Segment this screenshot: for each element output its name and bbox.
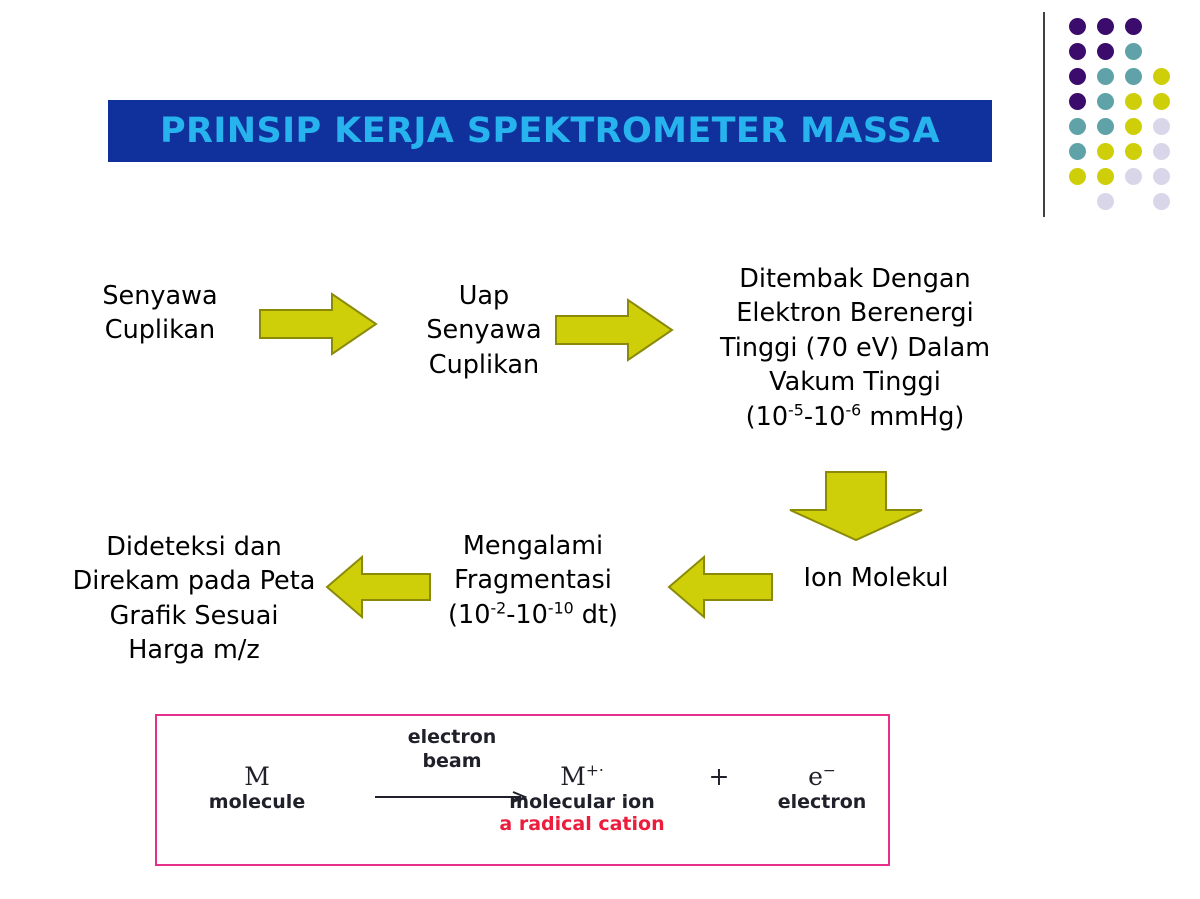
flow-node-ditembak-elektron — [700, 262, 1010, 434]
decorative-dot — [1125, 93, 1142, 110]
flow-node-line: Elektron Berenergi — [736, 298, 974, 329]
arrow-right-icon — [258, 290, 378, 362]
decorative-dot — [1153, 143, 1170, 160]
decorative-dot — [1153, 68, 1170, 85]
electron-caption: electron — [777, 791, 867, 813]
decorative-dot — [1097, 43, 1114, 60]
plus-sign — [697, 762, 741, 791]
molecular-ion-symbol — [487, 762, 677, 791]
flow-node-dideteksi-direkam — [48, 530, 340, 668]
flow-node-senyawa-cuplikan — [72, 279, 248, 348]
flow-node-line: Vakum Tinggi — [769, 367, 941, 398]
time-exp-1: -2 — [490, 598, 507, 618]
flow-node-line: Dideteksi dan — [106, 532, 282, 562]
electron-symbol — [757, 762, 887, 791]
pressure-suffix: mmHg) — [861, 401, 965, 432]
decorative-dot — [1125, 68, 1142, 85]
pressure-mid: -10 — [803, 401, 846, 432]
decorative-dot — [1097, 143, 1114, 160]
vertical-rule — [1043, 12, 1045, 217]
decorative-dot — [1097, 68, 1114, 85]
flow-node-line: Uap — [458, 281, 510, 311]
electron-beam-label-line2: beam — [422, 749, 482, 772]
decorative-dot — [1097, 168, 1114, 185]
flow-node-line-time — [420, 598, 646, 632]
flow-node-line: Harga m/z — [128, 635, 260, 666]
flow-node-line: Mengalami — [462, 531, 604, 561]
reactant-molecule — [197, 762, 317, 813]
electron-charge: − — [822, 761, 836, 780]
flow-node-line: Cuplikan — [104, 315, 216, 346]
flow-node-line: Cuplikan — [428, 349, 540, 380]
molecule-caption: molecule — [208, 791, 306, 813]
pressure-exp-1: -5 — [788, 400, 804, 420]
reaction-equation-box — [155, 714, 890, 866]
pressure-exp-2: -6 — [845, 400, 862, 420]
product-molecular-ion — [487, 762, 677, 835]
flow-node-line: Ion Molekul — [803, 563, 949, 593]
electron-beam-label-line1: electron — [407, 726, 497, 748]
time-mid: -10 — [506, 599, 548, 630]
decorative-dot — [1153, 193, 1170, 210]
decorative-dot — [1069, 168, 1086, 185]
decorative-dot — [1097, 93, 1114, 110]
decorative-dot — [1125, 143, 1142, 160]
arrow-right-icon — [554, 296, 674, 368]
pressure-prefix: (10 — [745, 401, 789, 432]
time-exp-2: -10 — [547, 598, 574, 618]
decorative-dot — [1069, 143, 1086, 160]
decorative-dot — [1069, 93, 1086, 110]
decorative-dot — [1153, 93, 1170, 110]
radical-cation-caption: a radical cation — [499, 813, 665, 835]
page-title: PRINSIP KERJA SPEKTROMETER MASSA — [159, 111, 941, 151]
molecular-ion-letter: M — [560, 762, 586, 791]
time-prefix: (10 — [448, 599, 491, 630]
flow-node-line: Senyawa — [426, 315, 542, 346]
flow-node-line: Direkam pada Peta — [72, 566, 316, 597]
decorative-dot — [1125, 43, 1142, 60]
product-electron — [757, 762, 887, 813]
arrow-left-icon — [666, 552, 774, 626]
decorative-dot — [1097, 118, 1114, 135]
flow-node-line: Fragmentasi — [454, 565, 612, 596]
molecular-ion-caption: molecular ion — [509, 791, 655, 813]
molecular-ion-charge: +· — [585, 761, 604, 780]
flow-node-uap-senyawa-cuplikan — [388, 279, 580, 382]
decorative-dot — [1069, 118, 1086, 135]
decorative-dot — [1125, 168, 1142, 185]
flow-node-ion-molekul — [776, 561, 976, 595]
decorative-dot — [1097, 193, 1114, 210]
electron-letter: e — [808, 762, 823, 791]
decorative-dot — [1069, 18, 1086, 35]
decorative-dot — [1125, 18, 1142, 35]
molecule-symbol: M — [244, 762, 270, 791]
flow-node-line-pressure — [700, 400, 1010, 434]
arrow-left-icon — [324, 552, 432, 626]
flow-node-line: Ditembak Dengan — [739, 264, 971, 294]
plus-symbol: + — [708, 762, 730, 791]
flow-node-line: Tinggi (70 eV) Dalam — [719, 332, 991, 363]
time-suffix: dt) — [573, 599, 618, 630]
flow-node-mengalami-fragmentasi — [420, 529, 646, 632]
arrow-down-icon — [786, 470, 926, 546]
decorative-dot — [1069, 68, 1086, 85]
slide-title-bar — [108, 100, 992, 162]
decorative-dot — [1153, 168, 1170, 185]
decorative-dot — [1097, 18, 1114, 35]
flow-node-line: Grafik Sesuai — [109, 600, 279, 631]
decorative-dot — [1069, 43, 1086, 60]
flow-node-line: Senyawa — [102, 281, 218, 311]
decorative-dot — [1153, 118, 1170, 135]
dot-grid-decoration — [1043, 12, 1193, 217]
decorative-dot — [1125, 118, 1142, 135]
